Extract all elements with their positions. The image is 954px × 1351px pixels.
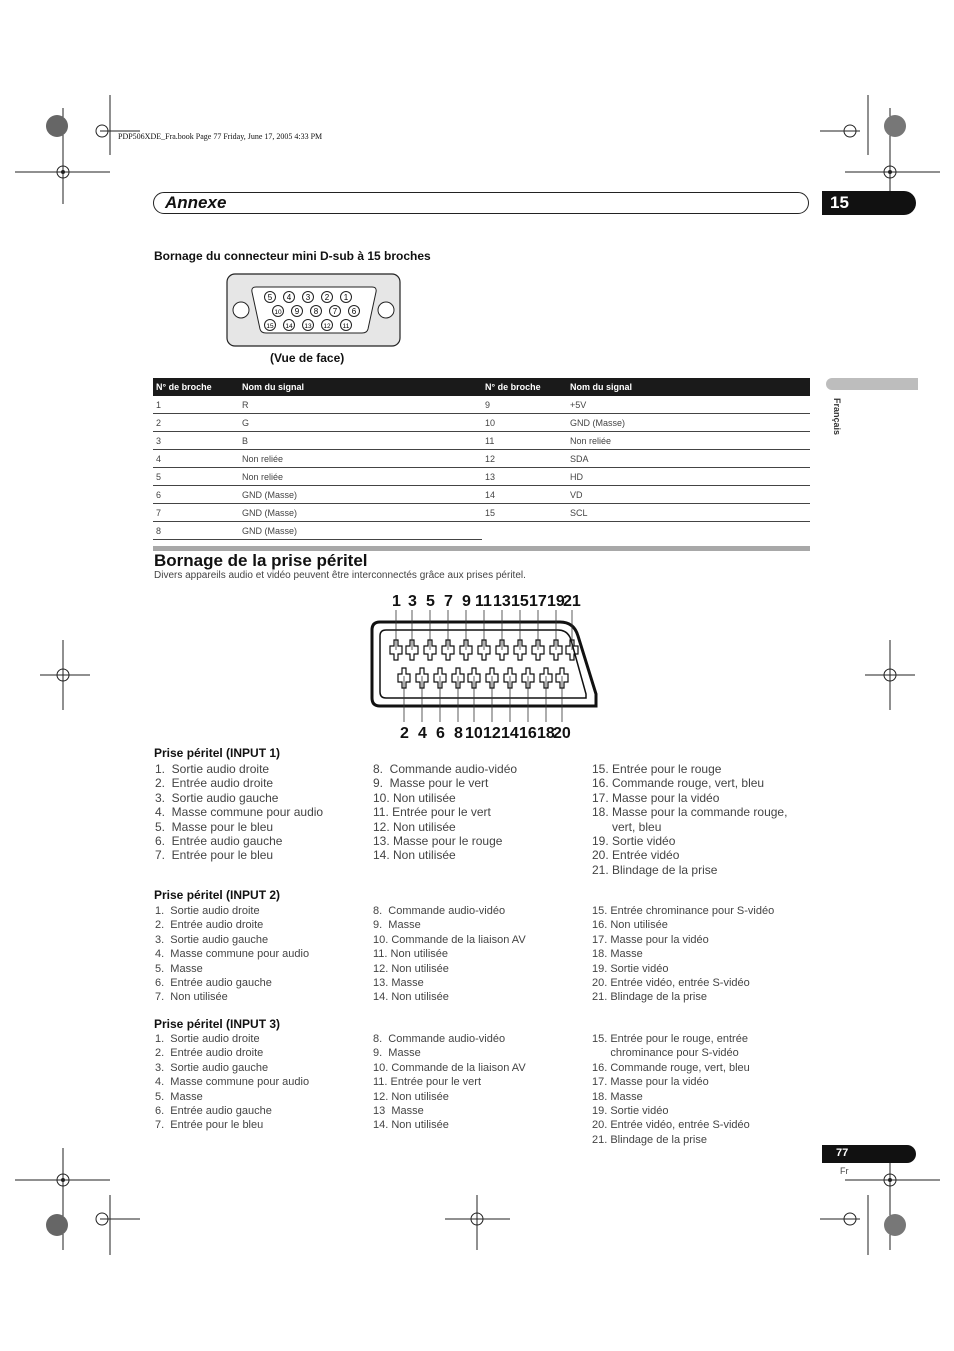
list-item: 21. Blindage de la prise (592, 862, 718, 877)
table-cell: 8 (153, 522, 239, 540)
list-item: 8. Commande audio-vidéo (373, 905, 506, 917)
table-cell: GND (Masse) (239, 522, 482, 540)
list-item: 13. Masse pour le rouge (373, 834, 503, 849)
list-item: 19. Sortie vidéo (592, 1105, 669, 1118)
list-item: 9. Masse (373, 919, 421, 932)
list-item: 7. Entrée pour le bleu (155, 1119, 264, 1132)
pin-label: 10 (274, 309, 282, 316)
scart-bottom-label: 18 (537, 725, 555, 742)
book-info: PDP506XDE_Fra.book Page 77 Friday, June 17, 2005 4:33 PM (118, 132, 323, 141)
scart-bottom-label: 20 (553, 725, 571, 742)
input1-col3 (592, 762, 787, 877)
list-item: 8. Commande audio-vidéo (373, 762, 518, 776)
pin-label: 13 (304, 323, 312, 330)
peritel-intro: Divers appareils audio et vidéo peuvent être interconnectés grâce aux prises péritel. (154, 570, 526, 581)
scart-top-label: 17 (529, 593, 547, 610)
table-cell: 12 (482, 450, 567, 468)
col-header: Nom du signal (567, 378, 810, 396)
list-item: 9. Masse pour le vert (373, 776, 489, 791)
table-cell: 7 (153, 504, 239, 522)
list-item: 19. Sortie vidéo (592, 834, 676, 849)
table-cell: SDA (567, 450, 810, 468)
scart-top-label: 13 (493, 593, 511, 610)
table-cell: 14 (482, 486, 567, 504)
scart-bottom-label: 4 (418, 725, 427, 742)
list-item: 2. Entrée audio droite (155, 1047, 264, 1060)
list-item: 5. Masse (155, 962, 203, 975)
list-item: 10. Non utilisée (373, 790, 456, 805)
table-row (153, 468, 810, 486)
table-cell: 6 (153, 486, 239, 504)
peritel-title: Bornage de la prise péritel (154, 551, 368, 570)
table-cell: 5 (153, 468, 239, 486)
table-cell: HD (567, 468, 810, 486)
list-item: 2. Entrée audio droite (155, 919, 264, 932)
scart-top-label: 11 (475, 593, 492, 610)
list-item: 15. Entrée pour le rouge (592, 762, 722, 776)
col-header: Nom du signal (239, 378, 482, 396)
table-cell: 2 (153, 414, 239, 432)
scart-top-label: 1 (392, 593, 401, 610)
list-item: 1. Sortie audio droite (155, 762, 270, 776)
list-item: 6. Entrée audio gauche (155, 834, 283, 849)
input2-title: Prise péritel (INPUT 2) (154, 888, 281, 902)
dsub-title: Bornage du connecteur mini D-sub à 15 broches (154, 249, 431, 263)
table-cell: VD (567, 486, 810, 504)
table-cell (482, 522, 567, 540)
list-item: 1. Sortie audio droite (155, 1033, 260, 1045)
input1-title: Prise péritel (INPUT 1) (154, 746, 281, 760)
input1-col2 (373, 762, 517, 863)
dsub-pin-table (153, 378, 810, 540)
list-item: 16. Non utilisée (592, 919, 668, 932)
pin-label: 2 (324, 293, 330, 302)
table-cell: 11 (482, 432, 567, 450)
page-language: Fr (840, 1166, 849, 1176)
pin-label: 15 (266, 323, 274, 330)
list-item: 17. Masse pour la vidéo (592, 1076, 709, 1089)
input3-col3 (592, 1032, 750, 1147)
input3-title: Prise péritel (INPUT 3) (154, 1017, 281, 1031)
list-item: 14. Non utilisée (373, 991, 449, 1004)
scart-top-label: 21 (563, 593, 581, 610)
table-cell (567, 522, 810, 540)
pin-label: 14 (285, 323, 293, 330)
table-cell: 10 (482, 414, 567, 432)
scart-top-label: 9 (462, 593, 471, 610)
input1-col1 (155, 762, 323, 863)
table-cell: +5V (567, 396, 810, 414)
table-cell: GND (Masse) (239, 504, 482, 522)
list-item: 10. Commande de la liaison AV (373, 933, 526, 946)
table-cell: GND (Masse) (239, 486, 482, 504)
list-item: 18. Masse pour la commande rouge, (592, 805, 788, 820)
col-header: N° de broche (482, 378, 567, 396)
list-item: 14. Non utilisée (373, 848, 456, 863)
scart-top-label: 19 (547, 593, 565, 610)
language-label: Français (832, 398, 842, 436)
scart-bottom-label: 14 (501, 725, 519, 742)
table-cell: 13 (482, 468, 567, 486)
list-item: 14. Non utilisée (373, 1119, 449, 1132)
list-item: 3. Sortie audio gauche (155, 790, 279, 805)
pin-label: 9 (294, 307, 300, 316)
table-cell: 4 (153, 450, 239, 468)
table-row (153, 486, 810, 504)
scart-top-label: 15 (511, 593, 529, 610)
list-item: 16. Commande rouge, vert, bleu (592, 776, 765, 791)
scart-connector-diagram (360, 590, 620, 742)
list-item: 20. Entrée vidéo, entrée S-vidéo (592, 1119, 750, 1132)
input2-col2 (373, 904, 526, 1005)
table-cell: Non reliée (239, 450, 482, 468)
list-item: 1. Sortie audio droite (155, 905, 260, 917)
list-item: 11. Non utilisée (373, 948, 449, 961)
pin-label: 1 (343, 293, 349, 302)
list-item: 20. Entrée vidéo (592, 848, 680, 863)
pin-label: 6 (351, 307, 357, 316)
list-item: 12. Non utilisée (373, 819, 456, 834)
chapter-number: 15 (822, 191, 916, 215)
table-row (153, 450, 810, 468)
list-item: 6. Entrée audio gauche (155, 1105, 272, 1118)
table-cell: G (239, 414, 482, 432)
pin-label: 8 (313, 307, 319, 316)
table-row (153, 432, 810, 450)
table-header-row (153, 378, 810, 396)
scart-bottom-label: 16 (519, 725, 537, 742)
list-item: vert, bleu (592, 819, 662, 834)
dsub-connector-diagram (226, 273, 402, 349)
input3-col2 (373, 1032, 526, 1133)
list-item: 15. Entrée chrominance pour S-vidéo (592, 905, 775, 917)
pin-label: 12 (323, 323, 331, 330)
list-item: 2. Entrée audio droite (155, 776, 274, 791)
list-item: 10. Commande de la liaison AV (373, 1061, 526, 1074)
list-item: 7. Non utilisée (155, 991, 228, 1004)
table-row (153, 522, 810, 540)
list-item: 7. Entrée pour le bleu (155, 848, 274, 863)
list-item: 19. Sortie vidéo (592, 962, 669, 975)
list-item: 17. Masse pour la vidéo (592, 790, 720, 805)
pin-label: 4 (286, 293, 292, 302)
list-item: 5. Masse pour le bleu (155, 819, 274, 834)
list-item: 15. Entrée pour le rouge, entrée (592, 1033, 748, 1045)
pin-label: 5 (267, 293, 273, 302)
list-item: 12. Non utilisée (373, 1090, 449, 1103)
table-row (153, 414, 810, 432)
table-cell: SCL (567, 504, 810, 522)
table-cell: 3 (153, 432, 239, 450)
list-item: 4. Masse commune pour audio (155, 1076, 310, 1089)
table-row (153, 504, 810, 522)
table-cell: 1 (153, 396, 239, 414)
scart-bottom-label: 8 (454, 725, 463, 742)
list-item: 21. Blindage de la prise (592, 1133, 707, 1146)
list-item: 17. Masse pour la vidéo (592, 933, 709, 946)
scart-bottom-label: 10 (465, 725, 483, 742)
list-item: 18. Masse (592, 1090, 643, 1103)
dsub-caption: (Vue de face) (270, 351, 345, 365)
list-item: 11. Entrée pour le vert (373, 805, 491, 820)
scart-top-label: 7 (444, 593, 453, 610)
list-item: chrominance pour S-vidéo (592, 1047, 739, 1060)
list-item: 4. Masse commune pour audio (155, 805, 324, 820)
header-bar (153, 192, 809, 214)
table-cell: Non reliée (239, 468, 482, 486)
list-item: 5. Masse (155, 1090, 203, 1103)
scart-bottom-label: 2 (400, 725, 409, 742)
pin-label: 3 (305, 293, 311, 302)
table-cell: Non reliée (567, 432, 810, 450)
table-cell: GND (Masse) (567, 414, 810, 432)
list-item: 9. Masse (373, 1047, 421, 1060)
table-cell: R (239, 396, 482, 414)
header-title: Annexe (165, 193, 227, 212)
list-item: 3. Sortie audio gauche (155, 1061, 269, 1074)
input2-col1 (155, 904, 309, 1005)
list-item: 6. Entrée audio gauche (155, 977, 272, 990)
list-item: 13. Masse (373, 977, 424, 990)
scart-top-label: 5 (426, 593, 435, 610)
language-tab (826, 378, 918, 390)
scart-bottom-label: 12 (483, 725, 501, 742)
list-item: 8. Commande audio-vidéo (373, 1033, 506, 1045)
scart-top-label: 3 (408, 593, 417, 610)
table-cell: 9 (482, 396, 567, 414)
list-item: 21. Blindage de la prise (592, 991, 707, 1004)
list-item: 12. Non utilisée (373, 962, 449, 975)
table-cell: 15 (482, 504, 567, 522)
pin-label: 11 (342, 323, 350, 330)
scart-bottom-label: 6 (436, 725, 445, 742)
list-item: 20. Entrée vidéo, entrée S-vidéo (592, 977, 750, 990)
input2-col3 (592, 904, 774, 1005)
table-row (153, 396, 810, 414)
list-item: 3. Sortie audio gauche (155, 933, 269, 946)
pin-label: 7 (332, 307, 338, 316)
input3-col1 (155, 1032, 309, 1133)
list-item: 18. Masse (592, 948, 643, 961)
col-header: N° de broche (153, 378, 239, 396)
list-item: 13 Masse (373, 1105, 424, 1118)
list-item: 16. Commande rouge, vert, bleu (592, 1061, 750, 1074)
list-item: 4. Masse commune pour audio (155, 948, 310, 961)
table-cell: B (239, 432, 482, 450)
page-number: 77 (822, 1145, 916, 1163)
list-item: 11. Entrée pour le vert (373, 1076, 482, 1089)
